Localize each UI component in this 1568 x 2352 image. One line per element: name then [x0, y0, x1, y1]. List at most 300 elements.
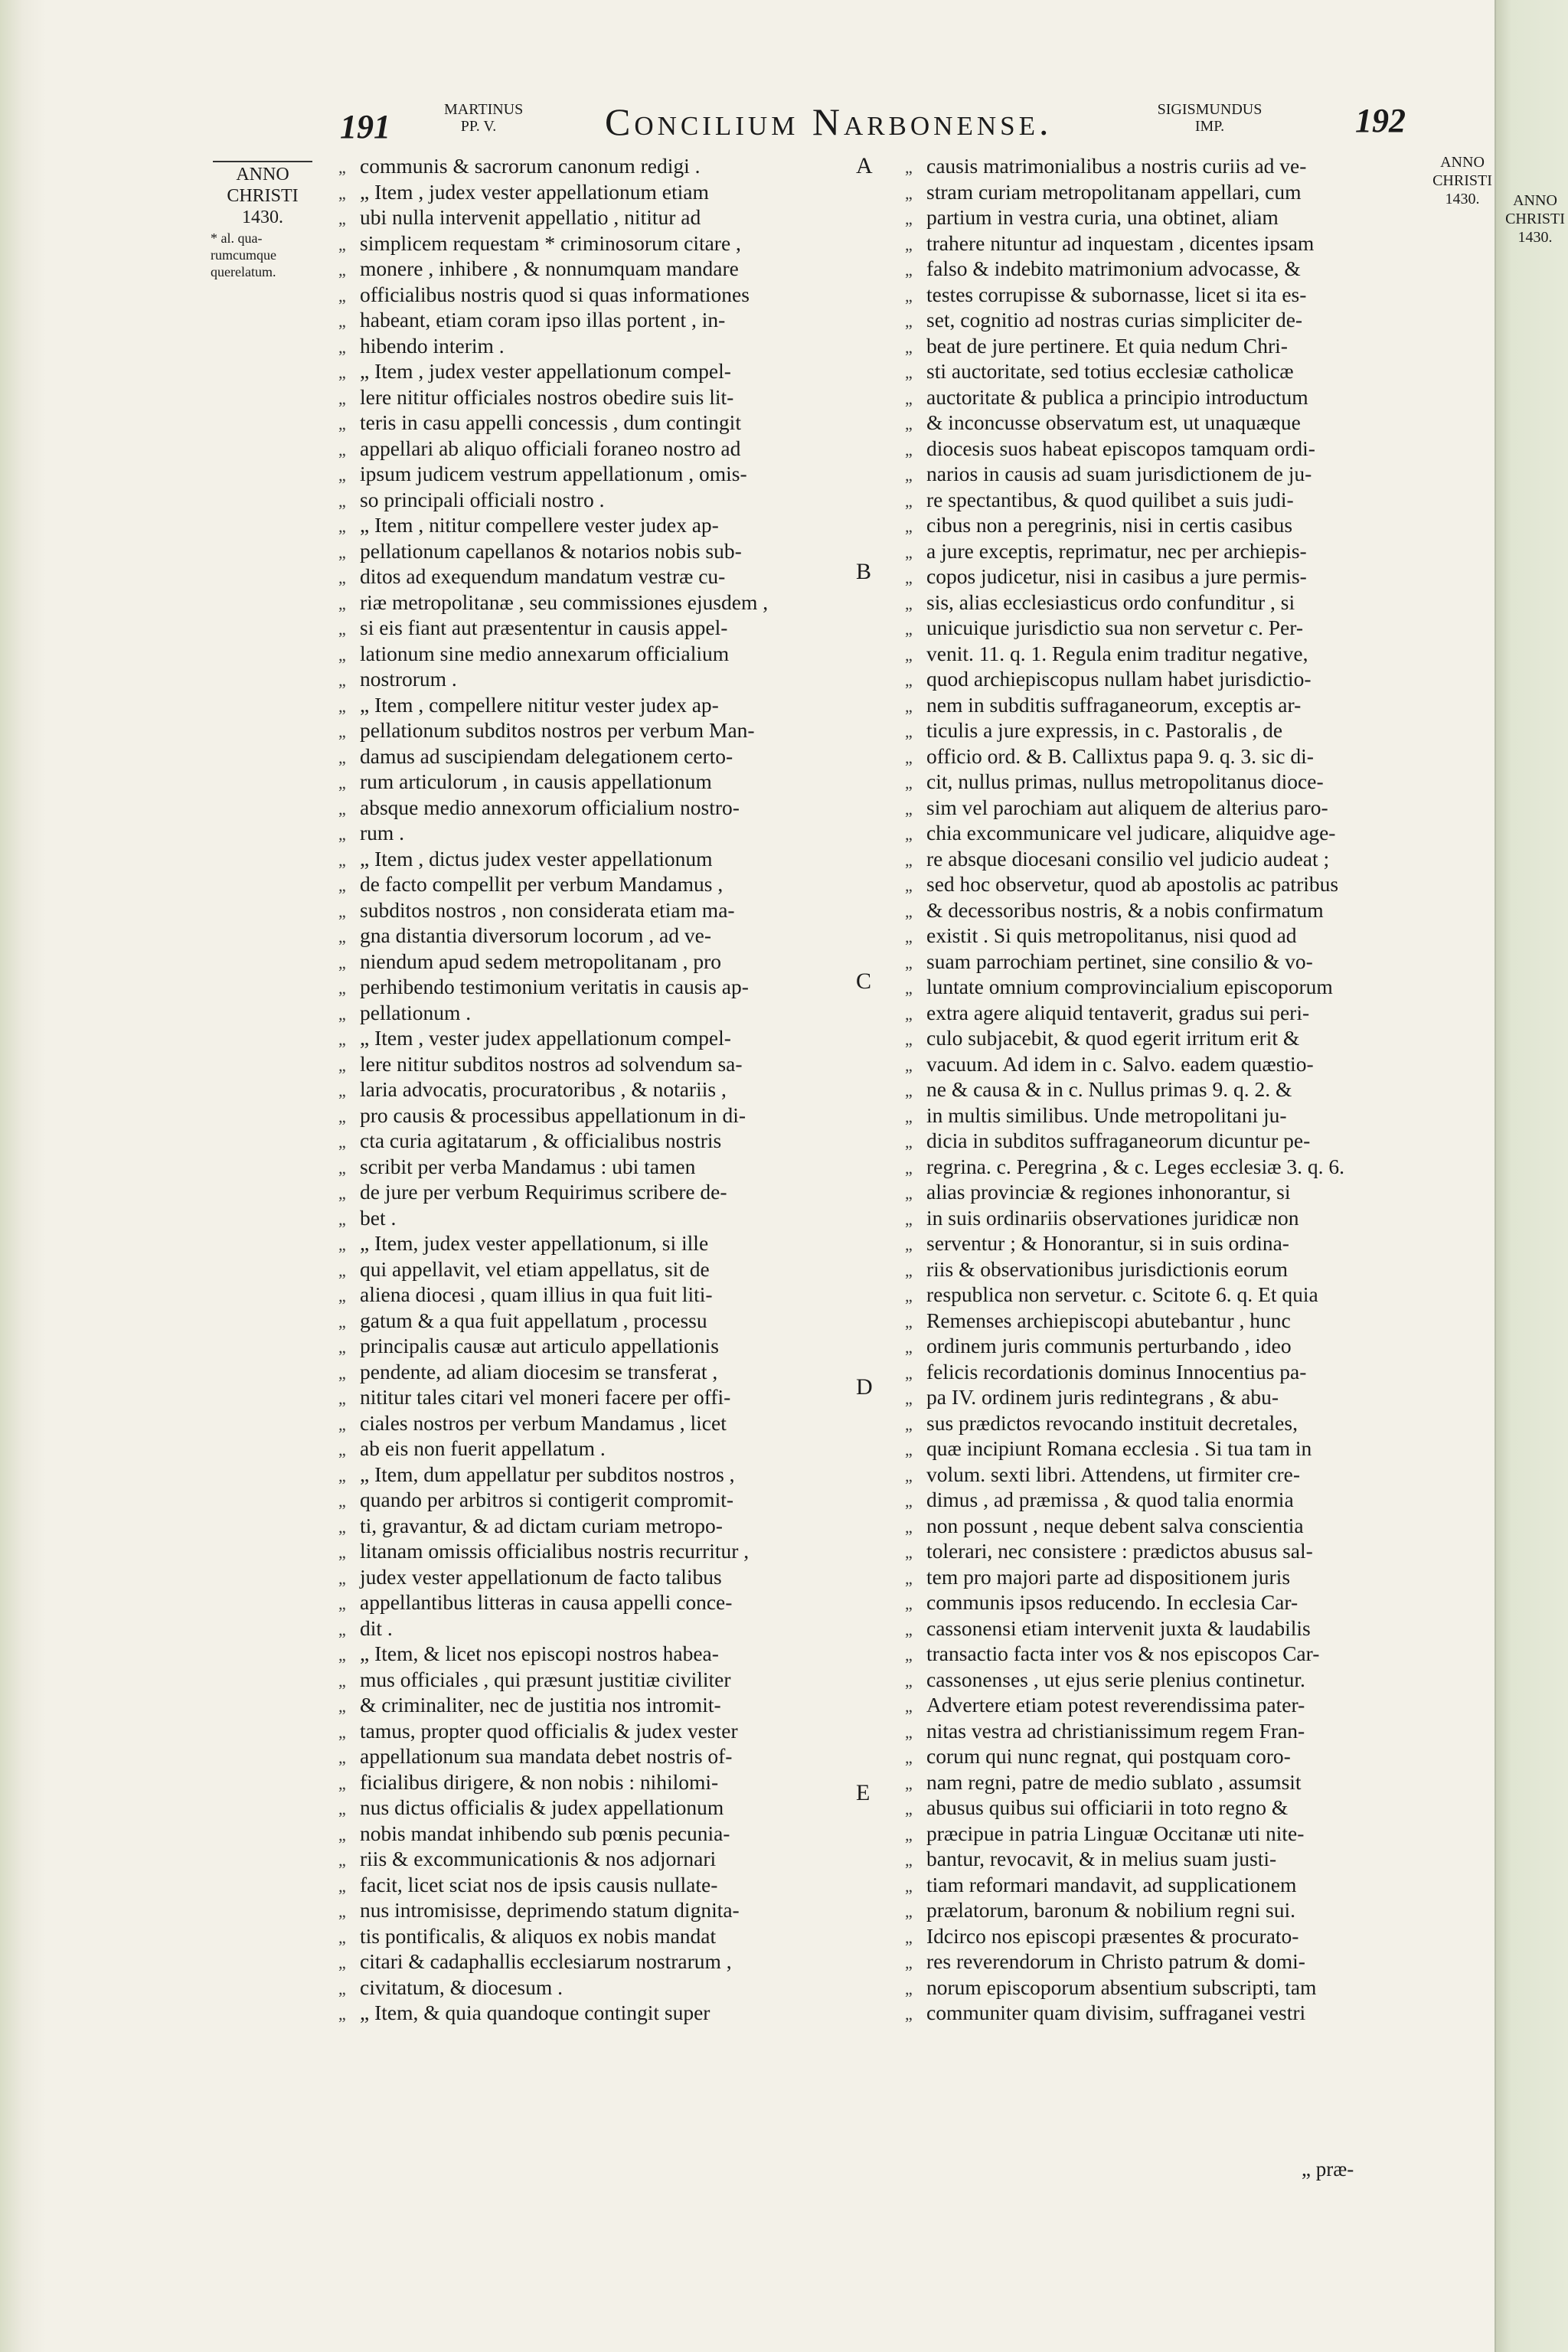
line-text: litanam omissis officialibus nostris recurritur ,: [360, 1539, 750, 1563]
quote-mark: „: [338, 568, 346, 587]
quote-mark: „: [905, 619, 913, 639]
line-text: principalis causæ aut articulo appellationis: [360, 1334, 719, 1357]
quote-mark: „: [338, 1055, 346, 1075]
quote-mark: „: [338, 1004, 346, 1024]
quote-mark: „: [338, 491, 346, 511]
line-text: bet .: [360, 1205, 397, 1230]
quote-mark: „: [338, 1722, 346, 1742]
line-text: vacuum. Ad idem in c. Salvo. eadem quæstio-: [926, 1051, 1314, 1076]
quote-mark: „: [338, 209, 346, 228]
line-text: pellationum subditos nostros per verbum Man-: [360, 718, 755, 742]
text-line: [905, 436, 1396, 462]
text-line: [905, 1872, 1396, 1898]
quote-mark: „: [905, 1106, 913, 1126]
quote-mark: „: [338, 414, 346, 433]
quote-mark: „: [905, 286, 913, 305]
text-line: [338, 1872, 842, 1898]
line-text: ab eis non fuerit appellatum .: [360, 1436, 606, 1460]
text-line: [905, 1487, 1396, 1513]
quote-mark: „: [905, 1030, 913, 1049]
text-line: [905, 384, 1396, 410]
quote-mark: „: [338, 645, 346, 665]
text-line: [338, 333, 842, 359]
line-text: re absque diocesani consilio vel judicio audeat ;: [926, 846, 1330, 871]
text-line: [905, 179, 1396, 205]
text-line: [905, 307, 1396, 333]
text-line: [338, 949, 842, 975]
quote-mark: „: [905, 927, 913, 946]
line-text: venit. 11. q. 1. Regula enim traditur negative,: [926, 641, 1308, 665]
line-text: ciales nostros per verbum Mandamus , licet: [360, 1410, 727, 1435]
text-line: [905, 1230, 1396, 1256]
quote-mark: „: [905, 1491, 913, 1511]
line-text: nitas vestra ad christianissimum regem Fran-: [926, 1718, 1305, 1743]
line-text: set, cognitio ad nostras curias simpliciter de-: [926, 308, 1303, 332]
anno-line: 1430.: [1517, 229, 1553, 246]
quote-mark: „: [338, 1465, 346, 1485]
note-line: rumcumque: [211, 247, 276, 263]
quote-mark: „: [905, 645, 913, 665]
text-line: [905, 1795, 1396, 1821]
section-letter-b: B: [856, 559, 872, 584]
text-line: [338, 1975, 842, 2001]
text-line: [338, 1410, 842, 1436]
quote-mark: „: [905, 773, 913, 792]
line-text: judex vester appellationum de facto talibus: [360, 1564, 722, 1589]
text-line: [338, 1179, 842, 1205]
text-line: [905, 1949, 1396, 1975]
text-line: [905, 1410, 1396, 1436]
emperor-title: IMP.: [1194, 118, 1225, 135]
quote-mark: „: [338, 952, 346, 972]
line-text: partium in vestra curia, una obtinet, aliam: [926, 205, 1279, 229]
quote-mark: „: [905, 850, 913, 870]
line-text: „ Item, & quia quandoque contingit super: [360, 2001, 710, 2024]
quote-mark: „: [905, 671, 913, 690]
quote-mark: „: [905, 1645, 913, 1664]
line-text: facit, licet sciat nos de ipsis causis nullate-: [360, 1872, 718, 1896]
text-line: [338, 1897, 842, 1923]
quote-mark: „: [905, 1594, 913, 1613]
emperor-name: SIGISMUNDUS: [1157, 101, 1263, 118]
quote-mark: „: [338, 1824, 346, 1844]
text-line: [338, 615, 842, 641]
text-line: [905, 1000, 1396, 1026]
quote-mark: „: [338, 1671, 346, 1690]
line-text: corum qui nunc regnat, qui postquam coro-: [926, 1744, 1291, 1768]
text-line: [905, 410, 1396, 436]
quote-mark: „: [905, 1748, 913, 1767]
line-text: mus officiales , qui præsunt justitiæ civiliter: [360, 1667, 731, 1691]
text-line: [338, 358, 842, 384]
text-line: [905, 1692, 1396, 1718]
quote-mark: „: [338, 593, 346, 613]
line-text: hibendo interim .: [360, 333, 505, 358]
text-line: [338, 1743, 842, 1769]
quote-mark: „: [338, 876, 346, 895]
text-line: [905, 717, 1396, 743]
text-line: [905, 1308, 1396, 1334]
text-line: [905, 1846, 1396, 1872]
quote-mark: „: [338, 850, 346, 870]
line-text: suam parrochiam pertinet, sine consilio & vo-: [926, 949, 1313, 973]
line-text: existit . Si quis metropolitanus, nisi quod ad: [926, 923, 1297, 947]
line-text: nus dictus officialis & judex appellationum: [360, 1795, 724, 1819]
line-text: nobis mandat inhibendo sub pœnis pecunia-: [360, 1821, 730, 1845]
text-line: [338, 1667, 842, 1693]
quote-mark: „: [905, 1568, 913, 1588]
line-text: ficialibus dirigere, & non nobis : nihilomi-: [360, 1769, 719, 1794]
quote-mark: „: [905, 1773, 913, 1793]
quote-mark: „: [338, 234, 346, 254]
line-text: riæ metropolitanæ , seu commissiones ejusdem ,: [360, 590, 769, 614]
quote-mark: „: [338, 773, 346, 792]
text-line: [905, 564, 1396, 590]
text-line: [338, 1846, 842, 1872]
line-text: nam regni, patre de medio sublato , assumsit: [926, 1769, 1302, 1794]
page-number-right: 192: [1355, 102, 1406, 139]
line-text: unicuique jurisdictio sua non servetur c. Per-: [926, 616, 1304, 639]
quote-mark: „: [338, 439, 346, 459]
line-text: appellari ab aliquo officiali foraneo nostro ad: [360, 436, 741, 460]
quote-mark: „: [905, 1286, 913, 1305]
text-line: [905, 1076, 1396, 1102]
quote-mark: „: [338, 1132, 346, 1152]
quote-mark: „: [338, 1158, 346, 1178]
text-line: [338, 795, 842, 821]
line-text: „ Item , nititur compellere vester judex ap-: [360, 513, 719, 537]
line-text: aliena diocesi , quam illius in qua fuit liti-: [360, 1282, 713, 1306]
line-text: „ Item , vester judex appellationum compel-: [360, 1026, 731, 1050]
line-text: communis ipsos reducendo. In ecclesia Car-: [926, 1590, 1298, 1614]
note-line: * al. qua-: [211, 230, 263, 246]
quote-mark: „: [338, 1799, 346, 1818]
text-line: [338, 846, 842, 872]
quote-mark: „: [905, 260, 913, 279]
text-line: [338, 717, 842, 743]
quote-mark: „: [905, 1389, 913, 1408]
line-text: officialibus nostris quod si quas informationes: [360, 282, 750, 306]
line-text: & criminaliter, nec de justitia nos intromit-: [360, 1693, 721, 1717]
quote-mark: „: [905, 234, 913, 254]
quote-mark: „: [338, 1978, 346, 1998]
quote-mark: „: [905, 799, 913, 818]
quote-mark: „: [905, 1184, 913, 1203]
anno-rule: [213, 161, 312, 162]
text-line: [338, 1205, 842, 1231]
line-text: nostrorum .: [360, 667, 457, 691]
quote-mark: „: [905, 1414, 913, 1434]
line-text: cit, nullus primas, nullus metropolitanus dioce-: [926, 769, 1324, 793]
line-text: præcipue in patria Linguæ Occitanæ uti nite-: [926, 1821, 1305, 1845]
quote-mark: „: [338, 671, 346, 690]
line-text: quæ incipiunt Romana ecclesia . Si tua tam in: [926, 1436, 1312, 1460]
text-line: [338, 2000, 842, 2026]
text-line: [905, 1769, 1396, 1795]
text-line: [905, 1897, 1396, 1923]
text-line: [905, 743, 1396, 769]
quote-mark: „: [905, 1876, 913, 1896]
right-text-column: [905, 153, 1396, 2026]
text-line: [338, 1025, 842, 1051]
anno-line: ANNO: [1440, 154, 1485, 171]
quote-mark: „: [905, 747, 913, 767]
quote-mark: „: [338, 747, 346, 767]
quote-mark: „: [338, 1773, 346, 1793]
text-line: [905, 1538, 1396, 1564]
quote-mark: „: [338, 260, 346, 279]
quote-mark: „: [338, 1619, 346, 1639]
line-text: pendente, ad aliam diocesim se transferat ,: [360, 1359, 718, 1383]
catchword: „ præ-: [1302, 2158, 1354, 2180]
line-text: lere nititur officiales nostros obedire suis lit-: [360, 384, 734, 409]
text-line: [338, 1513, 842, 1539]
quote-mark: „: [338, 1568, 346, 1588]
quote-mark: „: [905, 1363, 913, 1383]
quote-mark: „: [338, 1414, 346, 1434]
quote-mark: „: [338, 517, 346, 536]
text-line: [338, 153, 842, 179]
quote-mark: „: [338, 619, 346, 639]
line-text: & decessoribus nostris, & a nobis confirmatum: [926, 897, 1324, 922]
line-text: tiam reformari mandavit, ad supplicationem: [926, 1872, 1297, 1896]
line-text: ticulis a jure expressis, in c. Pastoralis , de: [926, 718, 1283, 742]
text-line: [338, 307, 842, 333]
line-text: & inconcusse observatum est, ut unaquæque: [926, 410, 1301, 434]
quote-mark: „: [338, 1235, 346, 1254]
line-text: serventur ; & Honorantur, si in suis ordina-: [926, 1231, 1289, 1255]
text-line: [338, 1769, 842, 1795]
quote-mark: „: [905, 491, 913, 511]
quote-mark: „: [338, 825, 346, 844]
quote-mark: „: [905, 1312, 913, 1331]
quote-mark: „: [905, 1851, 913, 1870]
quote-mark: „: [338, 1645, 346, 1664]
quote-mark: „: [905, 1517, 913, 1537]
text-line: [338, 1462, 842, 1488]
text-line: [905, 512, 1396, 538]
text-line: [338, 564, 842, 590]
line-text: sti auctoritate, sed totius ecclesiæ catholicæ: [926, 359, 1294, 383]
line-text: si eis fiant aut præsententur in causis appel-: [360, 616, 728, 639]
line-text: „ Item , judex vester appellationum etiam: [360, 179, 709, 204]
anno-line: CHRISTI: [1432, 172, 1492, 189]
quote-mark: „: [338, 312, 346, 331]
line-text: communis & sacrorum canonum redigi .: [360, 154, 701, 178]
text-line: [338, 666, 842, 692]
quote-mark: „: [338, 1876, 346, 1896]
line-text: de facto compellit per verbum Mandamus ,: [360, 872, 724, 896]
note-line: querelatum.: [211, 264, 276, 279]
line-text: quod archiepiscopus nullam habet jurisdictio-: [926, 667, 1312, 691]
line-text: bantur, revocavit, & in melius suam justi-: [926, 1847, 1277, 1870]
anno-christi-right: [1432, 153, 1493, 208]
line-text: felicis recordationis dominus Innocentius pa-: [926, 1359, 1307, 1383]
text-line: [338, 487, 842, 513]
quote-mark: „: [338, 1106, 346, 1126]
line-text: pro causis & processibus appellationum in di-: [360, 1102, 746, 1127]
quote-mark: „: [338, 337, 346, 357]
quote-mark: „: [338, 1338, 346, 1357]
line-text: cibus non a peregrinis, nisi in certis casibus: [926, 513, 1293, 537]
quote-mark: „: [338, 158, 346, 177]
text-line: [338, 436, 842, 462]
text-line: [338, 692, 842, 718]
text-line: [338, 1795, 842, 1821]
text-line: [338, 974, 842, 1000]
quote-mark: „: [338, 1953, 346, 1972]
text-line: [905, 1641, 1396, 1667]
text-line: [905, 282, 1396, 308]
line-text: teris in casu appelli concessis , dum contingit: [360, 410, 741, 434]
line-text: culo subjacebit, & quod egerit irritum erit &: [926, 1026, 1300, 1050]
line-text: perhibendo testimonium veritatis in causis ap-: [360, 975, 749, 998]
line-text: cassonensi etiam intervenit juxta & laudabilis: [926, 1615, 1311, 1640]
quote-mark: „: [338, 1184, 346, 1203]
line-text: respublica non servetur. c. Scitote 6. q. Et quia: [926, 1282, 1318, 1306]
quote-mark: „: [338, 1851, 346, 1870]
text-line: [338, 1923, 842, 1949]
quote-mark: „: [905, 1799, 913, 1818]
line-text: auctoritate & publica a principio introductum: [926, 384, 1308, 409]
anno-line: 1430.: [242, 207, 283, 227]
line-text: extra agere aliquid tentaverit, gradus sui peri-: [926, 1000, 1310, 1024]
text-line: [905, 1051, 1396, 1077]
text-line: [905, 1718, 1396, 1744]
quote-mark: „: [338, 286, 346, 305]
line-text: civitatum, & diocesum .: [360, 1975, 564, 1999]
line-text: communiter quam divisim, suffraganei vestri: [926, 2001, 1306, 2024]
quote-mark: „: [905, 1619, 913, 1639]
quote-mark: „: [905, 1004, 913, 1024]
quote-mark: „: [905, 388, 913, 408]
line-text: dimus , ad præmissa , & quod talia enormia: [926, 1488, 1294, 1511]
text-line: [905, 615, 1396, 641]
text-line: [338, 204, 842, 230]
quote-mark: „: [338, 1260, 346, 1280]
text-line: [905, 795, 1396, 821]
quote-mark: „: [905, 1158, 913, 1178]
quote-mark: „: [905, 517, 913, 536]
text-line: [905, 204, 1396, 230]
text-line: [905, 641, 1396, 667]
text-line: [905, 256, 1396, 282]
line-text: gatum & a qua fuit appellatum , processu: [360, 1308, 707, 1332]
quote-mark: „: [338, 1363, 346, 1383]
quote-mark: „: [905, 1953, 913, 1972]
text-line: [905, 1975, 1396, 2001]
line-text: chia excommunicare vel judicare, aliquidve age-: [926, 821, 1336, 844]
text-line: [338, 282, 842, 308]
text-line: [338, 743, 842, 769]
text-line: [905, 358, 1396, 384]
line-text: „ Item, judex vester appellationum, si ille: [360, 1231, 709, 1255]
line-text: abusus quibus sui officiarii in toto regno &: [926, 1795, 1289, 1819]
anno-line: ANNO: [1513, 192, 1557, 209]
line-text: testes corrupisse & subornasse, licet si ita es-: [926, 282, 1307, 306]
line-text: nus intromisisse, deprimendo statum dignita-: [360, 1898, 740, 1922]
quote-mark: „: [338, 1491, 346, 1511]
text-line: [338, 1359, 842, 1385]
marginal-note-left: [211, 230, 318, 280]
line-text: simplicem requestam * criminosorum citare ,: [360, 230, 741, 255]
quote-mark: „: [338, 1927, 346, 1947]
pope-name: MARTINUS: [444, 101, 524, 118]
text-line: [338, 179, 842, 205]
quote-mark: „: [338, 1286, 346, 1305]
line-text: gna distantia diversorum locorum , ad ve-: [360, 923, 711, 947]
line-text: norum episcoporum absentium subscripti, tam: [926, 1975, 1317, 1999]
text-line: [338, 512, 842, 538]
text-line: [905, 538, 1396, 564]
quote-mark: „: [905, 1722, 913, 1742]
line-text: Remenses archiepiscopi abutebantur , hunc: [926, 1308, 1291, 1332]
line-text: niendum apud sedem metropolitanam , pro: [360, 949, 721, 973]
text-line: [338, 820, 842, 846]
quote-mark: „: [905, 312, 913, 331]
quote-mark: „: [338, 466, 346, 485]
text-line: [338, 1615, 842, 1642]
quote-mark: „: [905, 952, 913, 972]
quote-mark: „: [905, 722, 913, 741]
line-text: transactio facta inter vos & nos episcopos Car-: [926, 1642, 1320, 1665]
quote-mark: „: [338, 1543, 346, 1562]
quote-mark: „: [338, 1697, 346, 1716]
quote-mark: „: [905, 1081, 913, 1100]
text-line: [338, 1076, 842, 1102]
line-text: lationum sine medio annexarum officialium: [360, 641, 730, 665]
text-line: [338, 871, 842, 897]
text-line: [905, 923, 1396, 949]
text-line: [905, 1128, 1396, 1154]
quote-mark: „: [905, 1055, 913, 1075]
line-text: ordinem juris communis perturbando , ideo: [926, 1334, 1292, 1357]
quote-mark: „: [338, 1081, 346, 1100]
quote-mark: „: [338, 2004, 346, 2024]
quote-mark: „: [905, 1440, 913, 1459]
text-line: [905, 1923, 1396, 1949]
text-line: [905, 1256, 1396, 1282]
text-line: [905, 1462, 1396, 1488]
text-line: [338, 1333, 842, 1359]
quote-mark: „: [905, 1671, 913, 1690]
quote-mark: „: [338, 722, 346, 741]
line-text: regrina. c. Peregrina , & c. Leges ecclesiæ 3. q. 6.: [926, 1154, 1344, 1178]
line-text: pellationum .: [360, 1000, 472, 1024]
quote-mark: „: [905, 1235, 913, 1254]
quote-mark: „: [905, 209, 913, 228]
text-line: [338, 1000, 842, 1026]
line-text: sim vel parochiam aut aliquem de alterius paro-: [926, 795, 1328, 819]
line-text: narios in causis ad suam jurisdictionem de ju-: [926, 462, 1312, 485]
anno-christi-left: [213, 161, 312, 228]
quote-mark: „: [338, 799, 346, 818]
text-line: [338, 1589, 842, 1615]
text-line: [905, 1205, 1396, 1231]
text-line: [338, 1282, 842, 1308]
text-line: [905, 1615, 1396, 1642]
text-line: [338, 1051, 842, 1077]
line-text: „ Item , dictus judex vester appellationum: [360, 846, 713, 871]
line-text: prælatorum, baronum & nobilium regni sui.: [926, 1898, 1295, 1922]
line-text: riis & observationibus jurisdictionis eorum: [926, 1256, 1289, 1281]
quote-mark: „: [905, 1978, 913, 1998]
text-line: [338, 384, 842, 410]
line-text: a jure exceptis, reprimatur, nec per archiepis-: [926, 538, 1307, 563]
line-text: cta curia agitatarum , & officialibus nostris: [360, 1129, 722, 1152]
quote-mark: „: [338, 183, 346, 203]
quote-mark: „: [905, 1927, 913, 1947]
